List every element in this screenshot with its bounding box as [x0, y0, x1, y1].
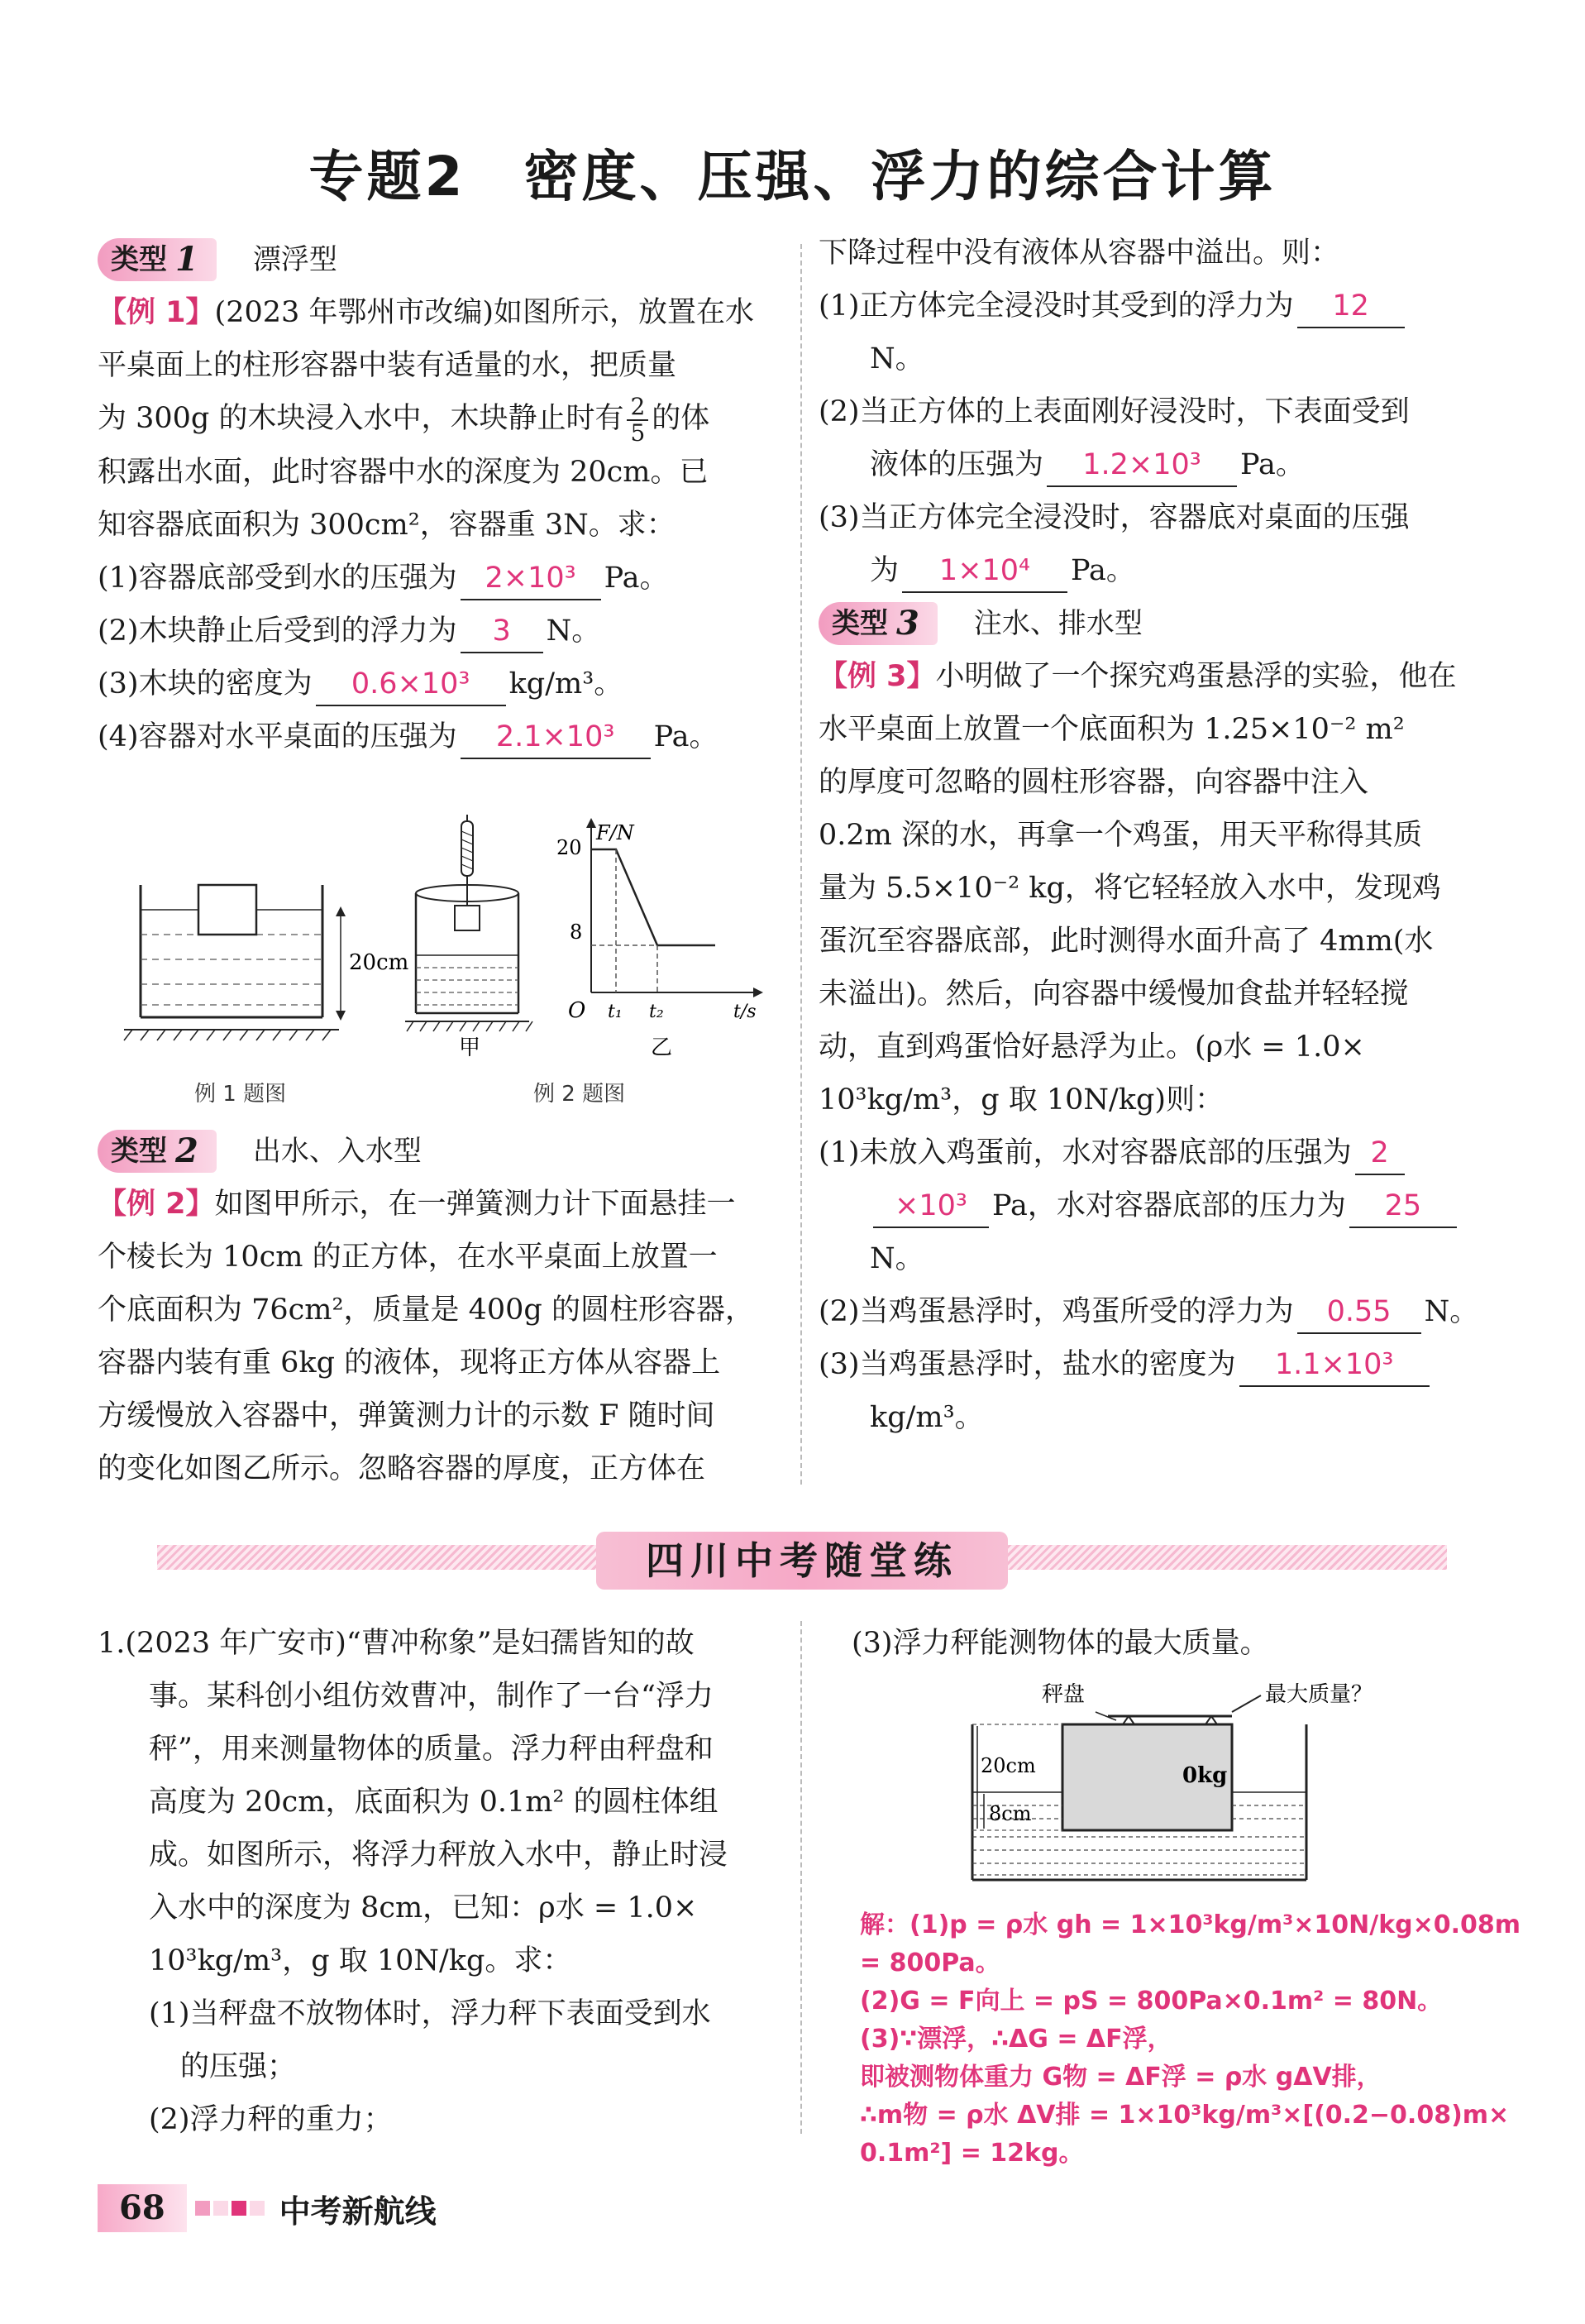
- example-1-line: 【例 1】(2023 年鄂州市改编)如图所示，放置在水: [98, 296, 755, 329]
- left-column-lower: [98, 1125, 776, 1495]
- fraction: $\frac{2}{5}$: [627, 395, 648, 446]
- solution-line: 解：(1)p = ρ水 gh = 1×10³kg/m³×10N/kg×0.08m: [860, 1910, 1521, 1939]
- answer-blank: 25: [1349, 1185, 1457, 1228]
- pan-label: 秤盘: [1042, 1682, 1086, 1707]
- answer-blank: 12: [1297, 285, 1405, 328]
- figure-3-diagram: [959, 1675, 1422, 1898]
- answer-blank: 2.1×10³: [461, 716, 651, 759]
- problem-line: 秤”，用来测量物体的质量。浮力秤由秤盘和: [149, 1733, 714, 1766]
- section-banner: [157, 1532, 1447, 1590]
- type-2-header: [98, 1125, 776, 1178]
- problem-line: 10³kg/m³，g 取 10N/kg。求：: [149, 1944, 572, 1977]
- decor-blocks: [193, 2199, 266, 2217]
- answer-blank: 0.55: [1297, 1291, 1421, 1334]
- example-3-line: 的厚度可忽略的圆柱形容器，向容器中注入: [819, 766, 1369, 799]
- example-1-line: 为 300g 的木块浸入水中，木块静止时有 $\frac{2}{5}$ 的体: [98, 392, 710, 447]
- answer-blank: 1.1×10³: [1239, 1344, 1430, 1387]
- answer-blank: 1×10⁴: [902, 550, 1067, 593]
- problem-line: 事。某科创小组仿效曹冲，制作了一台“浮力: [149, 1680, 714, 1713]
- example-3-line: 蛋沉至容器底部，此时测得水面升高了 4mm(水: [819, 925, 1434, 958]
- question: ×10³ Pa，水对容器底部的压力为 25: [819, 1179, 1497, 1232]
- max-mass-label: 最大质量？: [1265, 1682, 1373, 1707]
- type-name: 漂浮型: [252, 243, 337, 276]
- question: (3)木块的密度为 0.6×10³ kg/m³。: [98, 658, 776, 710]
- origin-label: O: [568, 998, 586, 1023]
- problem-question: (1)当秤盘不放物体时，浮力秤下表面受到水: [149, 1997, 711, 2030]
- question-unit: N。: [870, 1242, 924, 1275]
- page-footer: [98, 2183, 437, 2233]
- answer-blank: 2: [1355, 1132, 1405, 1175]
- question-unit: N。: [870, 342, 924, 375]
- type-name: 注水、排水型: [973, 607, 1143, 640]
- example-2-line: 下降过程中没有液体从容器中溢出。则：: [819, 237, 1340, 270]
- example-2-line: 个棱长为 10cm 的正方体，在水平桌面上放置一: [98, 1241, 718, 1274]
- practice-left: [98, 1617, 776, 2146]
- solution-line: 0.1m²] = 12kg。: [860, 2139, 1084, 2168]
- question: (4)容器对水平桌面的压强为 2.1×10³ Pa。: [98, 710, 776, 763]
- column-divider: [800, 244, 802, 1485]
- problem-line: 高度为 20cm，底面积为 0.1m² 的圆柱体组: [149, 1786, 719, 1819]
- question: 为 1×10⁴ Pa。: [819, 544, 1497, 597]
- type-name: 出水、入水型: [252, 1135, 422, 1168]
- y-axis-label: F/N: [596, 821, 634, 844]
- solution-block: [860, 1906, 1538, 2173]
- answer-blank: 1.2×10³: [1047, 444, 1237, 487]
- question: (2)木块静止后受到的浮力为 3 N。: [98, 605, 776, 658]
- left-column: [98, 233, 776, 763]
- figure-2-caption: 例 2 题图: [533, 1082, 626, 1107]
- problem-question: (3)浮力秤能测物体的最大质量。: [852, 1627, 1269, 1660]
- type-badge: 类型 2: [98, 1130, 217, 1173]
- answer-blank: 3: [461, 610, 543, 653]
- column-divider: [800, 1621, 802, 2134]
- example-3-line: 【例 3】小明做了一个探究鸡蛋悬浮的实验，他在: [819, 660, 1457, 693]
- problem-line: 入水中的深度为 8cm，已知：ρ水 = 1.0×: [149, 1891, 698, 1925]
- example-1-line: 积露出水面，此时容器中水的深度为 20cm。已: [98, 455, 709, 489]
- example-2-line: 方缓慢放入容器中，弹簧测力计的示数 F 随时间: [98, 1399, 715, 1432]
- figure-2a-label: 甲: [459, 1035, 481, 1060]
- question-unit: kg/m³。: [870, 1401, 984, 1434]
- example-3-line: 量为 5.5×10⁻² kg，将它轻轻放入水中，发现鸡: [819, 872, 1441, 905]
- problem-question: (2)浮力秤的重力；: [149, 2103, 393, 2136]
- figure-1-caption: 例 1 题图: [194, 1082, 287, 1107]
- brand-name: 中考新航线: [279, 2192, 437, 2230]
- example-2-line: 个底面积为 76cm²，质量是 400g 的圆柱形容器，: [98, 1294, 754, 1327]
- problem-question: 的压强；: [180, 2050, 297, 2083]
- question: (1)正方体完全浸没时其受到的浮力为 12: [819, 280, 1497, 332]
- example-3-line: 未溢出)。然后，向容器中缓慢加食盐并轻轻搅: [819, 978, 1409, 1011]
- answer-blank: ×10³: [873, 1185, 989, 1228]
- solution-line: ∴m物 = ρ水 ΔV排 = 1×10³kg/m³×[(0.2−0.08)m×: [860, 2101, 1510, 2130]
- example-3-line: 水平桌面上放置一个底面积为 1.25×10⁻² m²: [819, 713, 1405, 746]
- type-3-header: [819, 597, 1497, 650]
- question: (2)当鸡蛋悬浮时，鸡蛋所受的浮力为 0.55 N。: [819, 1285, 1497, 1338]
- height-20-label: 20cm: [981, 1754, 1036, 1777]
- type-badge: 类型 1: [98, 238, 217, 281]
- page-number: 68: [98, 2184, 187, 2232]
- banner-label: 四川中考随堂练: [596, 1532, 1008, 1590]
- answer-blank: 0.6×10³: [316, 663, 506, 706]
- y-tick-20: 20: [556, 836, 582, 859]
- type-badge: 类型 3: [819, 602, 938, 645]
- example-2-line: 【例 2】如图甲所示，在一弹簧测力计下面悬挂一: [98, 1188, 736, 1221]
- solution-line: (2)G = F向上 = pS = 800Pa×0.1m² = 80N。: [860, 1987, 1443, 2016]
- y-tick-8: 8: [570, 921, 583, 944]
- practice-right: [819, 1617, 1497, 1670]
- question: (1)容器底部受到水的压强为 2×10³ Pa。: [98, 552, 776, 605]
- t2-label: t₂: [649, 1002, 664, 1022]
- x-axis-label: t/s: [733, 1002, 757, 1022]
- t1-label: t₁: [608, 1002, 623, 1022]
- answer-blank: 2×10³: [461, 557, 601, 600]
- solution-line: (3)∵漂浮，∴ΔG = ΔF浮，: [860, 2025, 1172, 2054]
- example-2-line: 容器内装有重 6kg 的液体，现将正方体从容器上: [98, 1346, 721, 1380]
- solution-line: = 800Pa。: [860, 1949, 1000, 1977]
- example-1-line: 知容器底面积为 300cm²，容器重 3N。求：: [98, 508, 676, 542]
- example-3-line: 动，直到鸡蛋恰好悬浮为止。(ρ水 = 1.0×: [819, 1030, 1365, 1064]
- figure-1-diagram: [116, 819, 409, 1059]
- force-line: [591, 849, 715, 945]
- depth-8-label: 8cm: [989, 1802, 1032, 1825]
- example-3-line: 0.2m 深的水，再拿一个鸡蛋，用天平称得其质: [819, 819, 1422, 852]
- type-1-header: [98, 233, 776, 286]
- question: (3)当正方体完全浸没时，容器底对桌面的压强: [819, 501, 1410, 534]
- question: (3)当鸡蛋悬浮时，盐水的密度为 1.1×10³: [819, 1338, 1497, 1391]
- right-column: [819, 227, 1497, 1444]
- question: (1)未放入鸡蛋前，水对容器底部的压强为 2: [819, 1126, 1497, 1179]
- example-1-line: 平桌面上的柱形容器中装有适量的水，把质量: [98, 349, 677, 382]
- solution-line: 即被测物体重力 G物 = ΔF浮 = ρ水 gΔV排，: [860, 2063, 1382, 2092]
- depth-label: 20cm: [349, 950, 409, 975]
- figure-2b-chart: [550, 815, 773, 1063]
- page-title: 专题2 密度、压强、浮力的综合计算: [308, 145, 1277, 208]
- example-3-line: 10³kg/m³，g 取 10N/kg)则：: [819, 1083, 1225, 1117]
- question: (2)当正方体的上表面刚好浸没时，下表面受到: [819, 395, 1410, 428]
- scale-reading: 0kg: [1182, 1763, 1228, 1788]
- example-2-line: 的变化如图乙所示。忽略容器的厚度，正方体在: [98, 1452, 706, 1485]
- problem-line: 1.(2023 年广安市)“曹冲称象”是妇孺皆知的故: [98, 1627, 695, 1660]
- figure-2b-label: 乙: [651, 1035, 673, 1060]
- problem-line: 成。如图所示，将浮力秤放入水中，静止时浸: [149, 1839, 728, 1872]
- question: 液体的压强为 1.2×10³ Pa。: [819, 438, 1497, 491]
